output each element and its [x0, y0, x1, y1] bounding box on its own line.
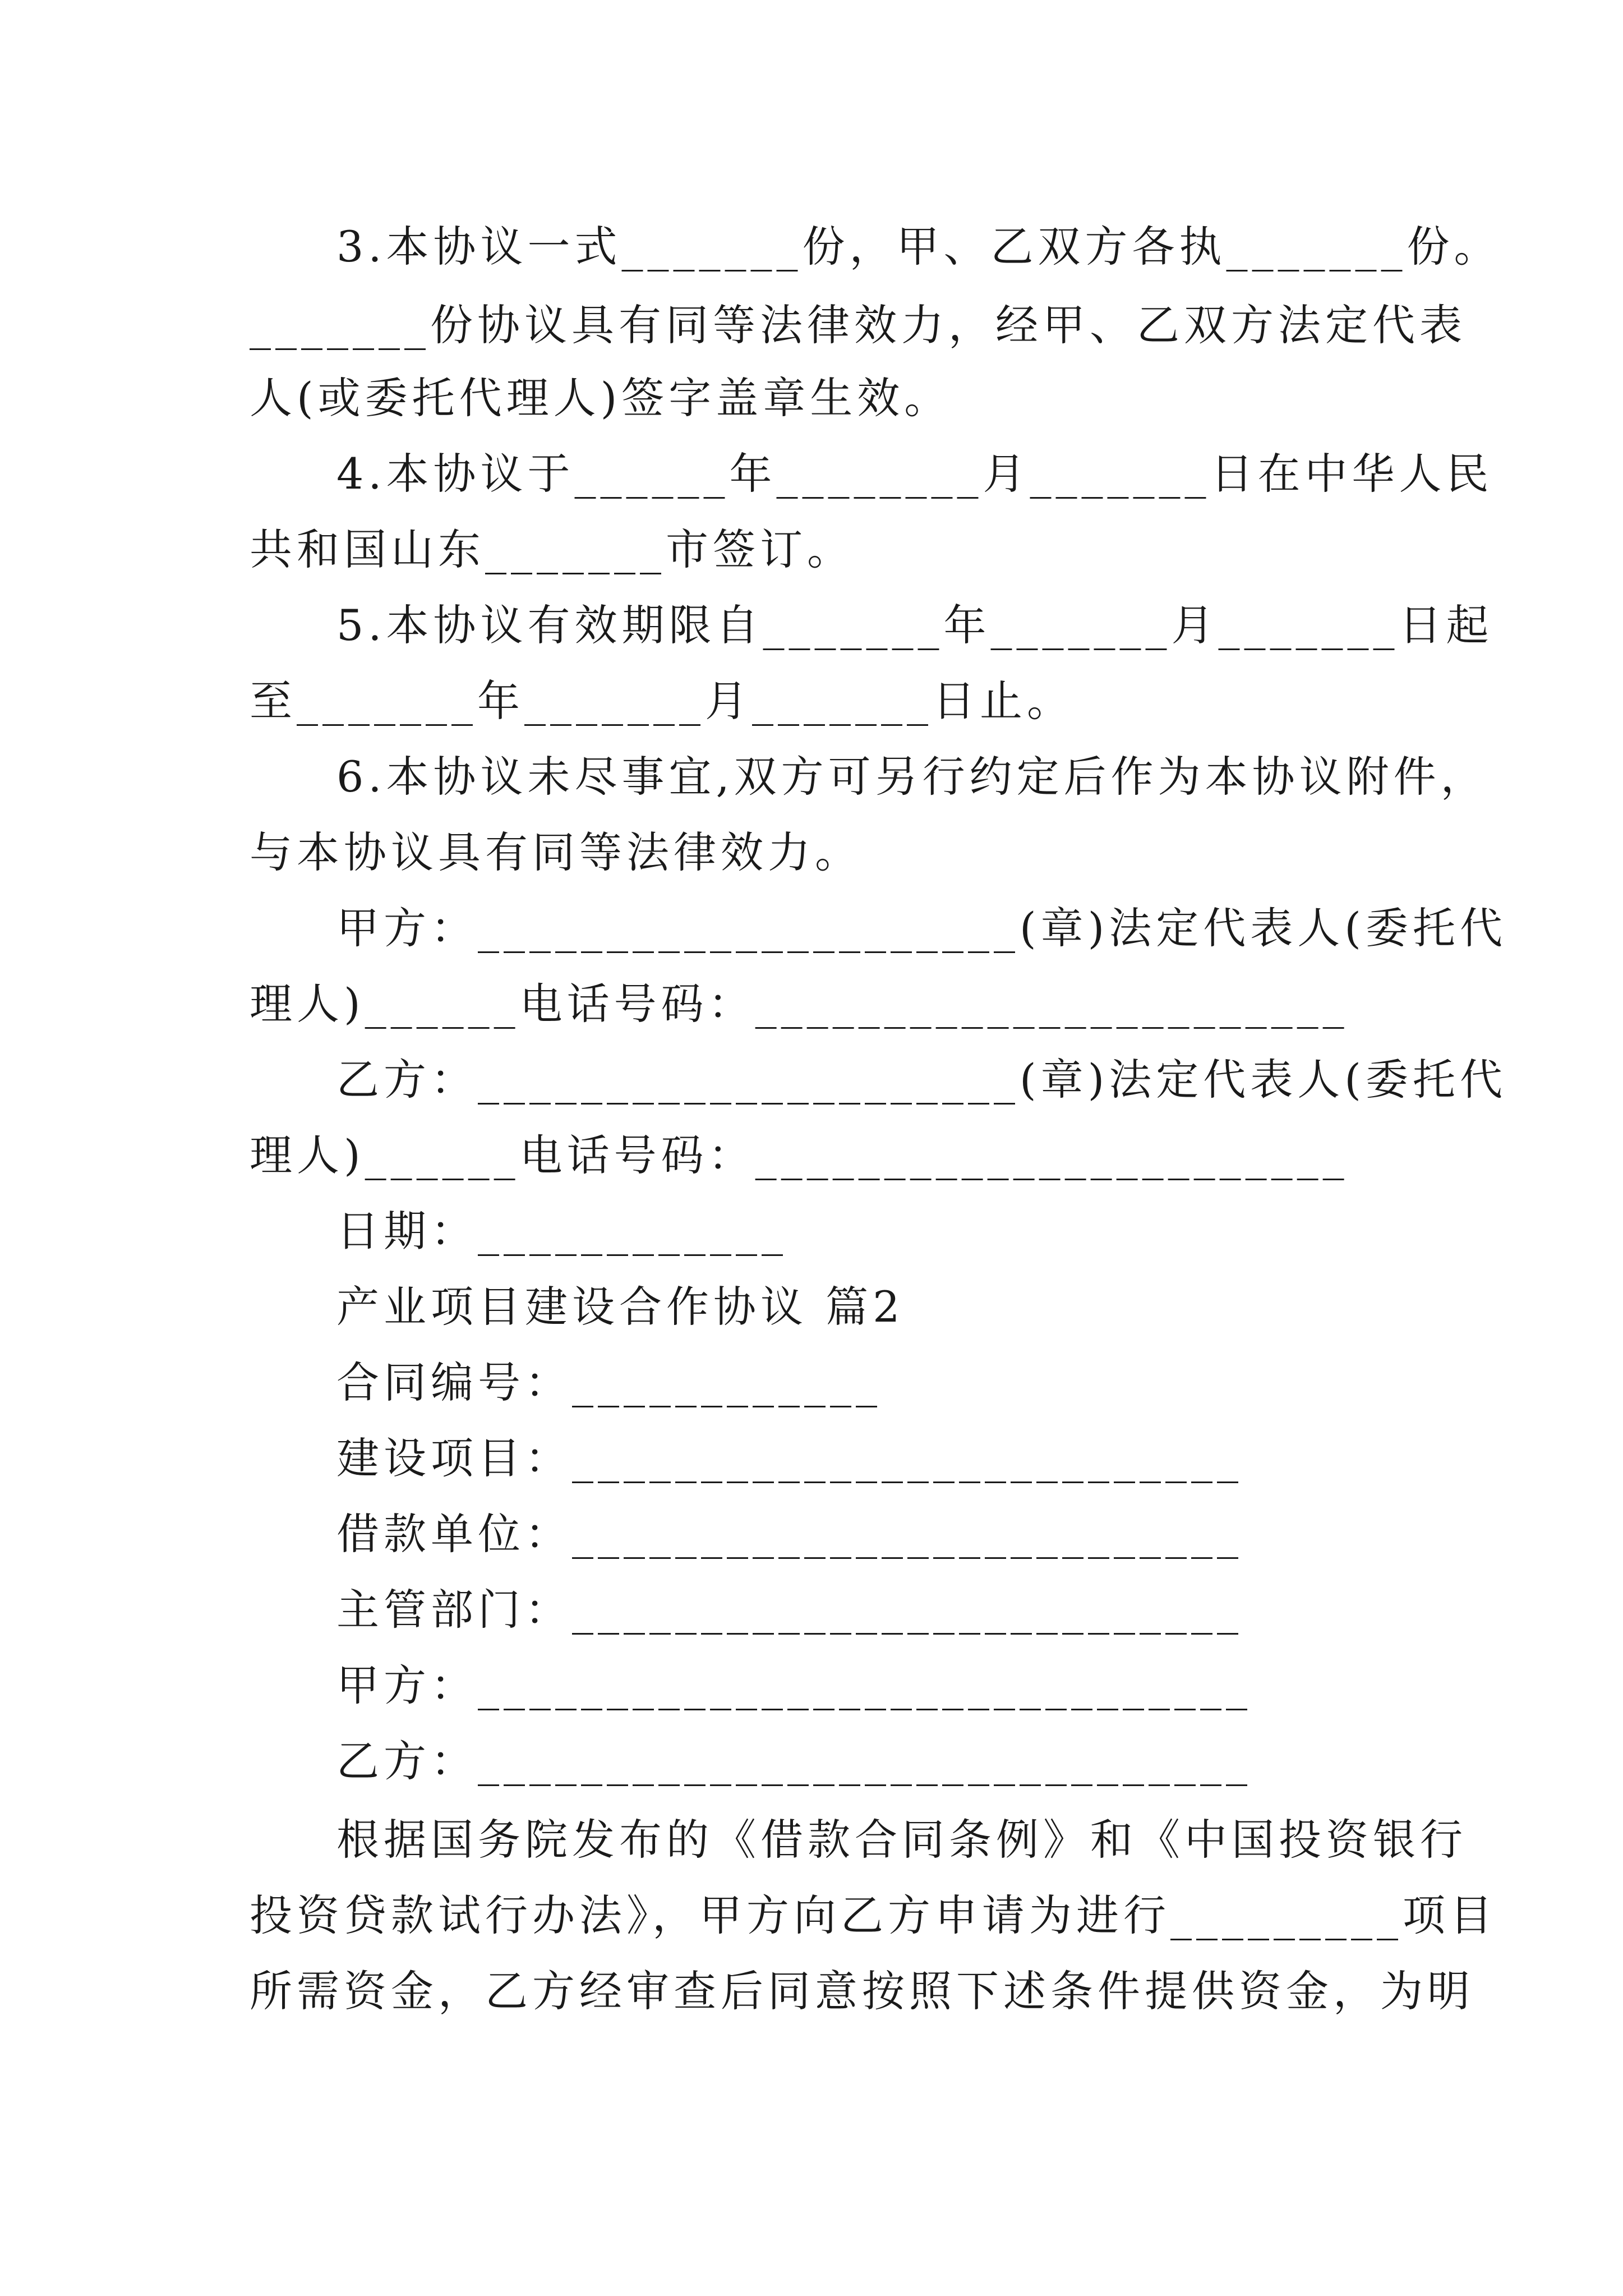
date-line: 日期：____________ [336, 1206, 787, 1256]
party-b-line-2: 理人)______电话号码：_______________________ [250, 1130, 1349, 1180]
borrower-line: 借款单位：__________________________ [336, 1509, 1243, 1559]
party-a-field-line: 甲方：______________________________ [336, 1660, 1252, 1710]
clause-6-line-1: 6.本协议未尽事宜,双方可另行约定后作为本协议附件， [336, 752, 1488, 802]
clause-4-line-2: 共和国山东_______市签订。 [250, 524, 854, 574]
clause-5-line-1: 5.本协议有效期限自_______年_______月_______日起 [336, 600, 1493, 650]
section-heading: 产业项目建设合作协议 篇2 [336, 1282, 905, 1332]
body-paragraph-line-3: 所需资金，乙方经审查后同意按照下述条件提供资金，为明 [250, 1966, 1474, 2016]
body-paragraph-line-2: 投资贷款试行办法》，甲方向乙方申请为进行_________项目 [250, 1890, 1497, 1940]
body-paragraph-line-1: 根据国务院发布的《借款合同条例》和《中国投资银行 [336, 1815, 1467, 1865]
party-b-field-line: 乙方：______________________________ [336, 1736, 1252, 1786]
party-a-line-2: 理人)______电话号码：_______________________ [250, 979, 1349, 1029]
party-a-line-1: 甲方：_____________________(章)法定代表人(委托代 [336, 903, 1507, 953]
clause-3-line-2: _______份协议具有同等法律效力，经甲、乙双方法定代表 [250, 300, 1467, 350]
contract-number-line: 合同编号：____________ [336, 1358, 882, 1407]
clause-6-line-2: 与本协议具有同等法律效力。 [250, 827, 862, 877]
clause-5-line-2: 至_______年_______月_______日止。 [250, 676, 1074, 726]
department-line: 主管部门：__________________________ [336, 1585, 1243, 1635]
clause-4-line-1: 4.本协议于______年________月_______日在中华人民 [336, 449, 1493, 499]
clause-3-line-3: 人(或委托代理人)签字盖章生效。 [250, 373, 952, 423]
construction-project-line: 建设项目：__________________________ [336, 1433, 1243, 1483]
party-b-line-1: 乙方：_____________________(章)法定代表人(委托代 [336, 1055, 1507, 1105]
clause-3-line-1: 3.本协议一式_______份，甲、乙双方各执_______份。 [336, 222, 1501, 272]
